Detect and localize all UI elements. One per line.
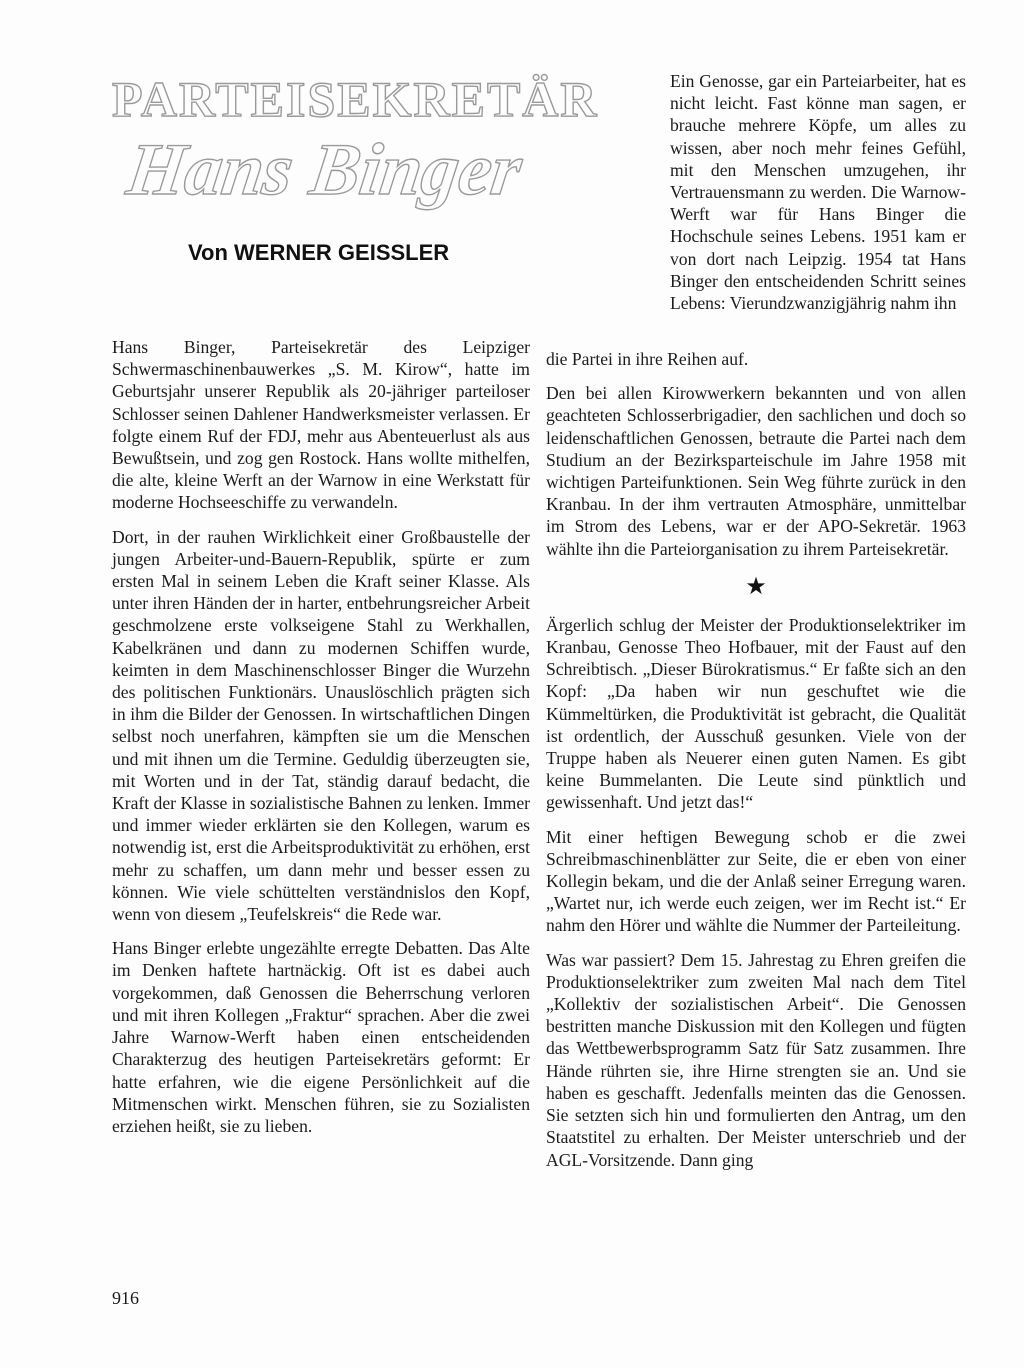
paragraph: Hans Binger erlebte ungezählte erregte Debatten. Das Alte im Denken haftete hartnäckig. Oft ist es dabei auch vorgekommen, daß Genossen die Beherrschung verloren und mit ihren Kollegen „Fraktur“ sprachen. Aber die zwei Jahre Warnow-Werft haben einen entscheidenden Charakterzug des heutigen Parteisekretärs geformt: Er hatte erfahren, wie die eigene Persönlichkeit auf die Mitmenschen wirkt. Menschen führen, sie zu Sozialisten erziehen heißt, sie zu lieben.	[112, 938, 530, 1136]
title-heading: PARTEISEKRETÄR	[112, 71, 599, 127]
paragraph: Hans Binger, Parteisekretär des Leipziger Schwermaschinenbauwerkes „S. M. Kirow“, hatte im Geburtsjahr unserer Republik als 20-jähriger parteiloser Schlosser seinen Dahlener Handwerksmeister verlassen. Er folgte einem Ruf der FDJ, mehr aus Abenteuerlust als aus Bewußtsein, und zog gen Rostock. Hans wollte mithelfen, die alte, kleine Werft an der Warnow in eine Werkstatt für moderne Hochseeschiffe zu verwandeln.	[112, 337, 530, 513]
page-number: 916	[112, 1288, 139, 1308]
paragraph: Ärgerlich schlug der Meister der Produktionselektriker im Kranbau, Genosse Theo Hofbauer, mit der Faust auf den Schreibtisch. „Dieser Bürokratismus.“ Er faßte sich an den Kopf: „Da haben wir nun geschuftet wie die Kümmeltürken, die Produktivität ist gebracht, die Qualität ist ordentlich, der Ausschuß gesunken. Viele von der Truppe haben als Neuerer einen guten Namen. Es gibt keine Bummelanten. Die Leute sind pünktlich und gewissenhaft. Und jetzt das!“	[546, 614, 966, 813]
paragraph: Ein Genosse, gar ein Parteiarbeiter, hat es nicht leicht. Fast könne man sagen, er brauche mehrere Köpfe, um alles zu wissen, aber noch mehr feines Gefühl, mit den Menschen umzugehen, ihr Vertrauensmann zu werden. Die Warnow-Werft war für Hans Binger die Hochschule seines Lebens. 1951 kam er von dort nach Leipzig. 1954 tat Hans Binger den entscheidenden Schritt seines Lebens: Vierundzwanzigjährig nahm ihn	[670, 71, 966, 314]
right-column	[546, 348, 966, 1183]
title-name-script: Hans Binger	[122, 129, 527, 211]
author-byline: Von WERNER GEISSLER	[188, 240, 450, 265]
star-separator-icon: ★	[745, 573, 767, 600]
paragraph: Den bei allen Kirowwerkern bekannten und von allen geachteten Schlosserbrigadier, den sachlichen und doch so leidenschaftlichen Genossen, betraute die Partei nach dem Studium an der Bezirksparteischule im Jahre 1958 mit wichtigen Parteifunktionen. Sein Weg führte zurück in den Kranbau. In der ihm vertrauten Atmosphäre, unmittelbar im Strom des Lebens, war er der APO-Sekretär. 1963 wählte ihn die Parteiorganisation zu ihrem Parteisekretär.	[546, 383, 966, 559]
paragraph: Was war passiert? Dem 15. Jahrestag zu Ehren greifen die Produktionselektriker zum zweiten Mal nach dem Titel „Kollektiv der sozialistischen Arbeit“. Die Genossen bestritten manche Diskussion mit den Kollegen und fügten das Wettbewerbsprogramm Satz für Satz zusammen. Ihre Hände rührten sie, ihre Hirne strengten sie an. Und sie haben es geschafft. Jedenfalls meinten das die Genossen. Sie setzten sich hin und formulierten den Antrag, um den Staatstitel zu erhalten. Der Meister unterschrieb und der AGL-Vorsitzende. Dann ging	[546, 949, 966, 1170]
paragraph: Mit einer heftigen Bewegung schob er die zwei Schreibmaschinenblätter zur Seite, die er eben von einer Kollegin bekam, und die der Anlaß seiner Erregung waren. „Wartet nur, ich werde euch zeigen, wer im Recht ist.“ Er nahm den Hörer und wählte die Nummer der Parteileitung.	[546, 826, 966, 936]
left-column	[112, 336, 530, 1149]
paragraph: Dort, in der rauhen Wirklichkeit einer Großbaustelle der jungen Arbeiter-und-Bauern-Republik, spürte er zum ersten Mal in seinem Leben die Kraft seiner Klasse. Als unter ihren Händen der in harter, entbehrungsreicher Arbeit geschmolzene erste volkseigene Stahl zu Werkhallen, Kabelkränen und dann zu modernen Schiffen wurde, keimten in dem Maschinenschlosser Binger die Wurzehn des politischen Funktionärs. Unauslöschlich prägten sich in ihm die Bilder der Genossen. In wirtschaftlichen Dingen selbst noch unerfahren, kämpften sie um die Menschen und mit ihnen um die Termine. Geduldig überzeugten sie, mit Worten und in der Tat, ständig darauf bedacht, die Kraft der Klasse in sozialistische Bahnen zu lenken. Immer und immer wieder erklärten sie den Kollegen, warum es notwendig ist, erst die Arbeitsproduktivität zu erhöhen, erst mehr zu schaffen, um dann mehr und besser essen zu können. Wie viele schüttelten verständnislos den Kopf, wenn von diesem „Teufelskreis“ die Rede war.	[112, 526, 530, 925]
right-top-column	[670, 70, 966, 314]
paragraph-continuation: die Partei in ihre Reihen auf.	[546, 349, 749, 369]
